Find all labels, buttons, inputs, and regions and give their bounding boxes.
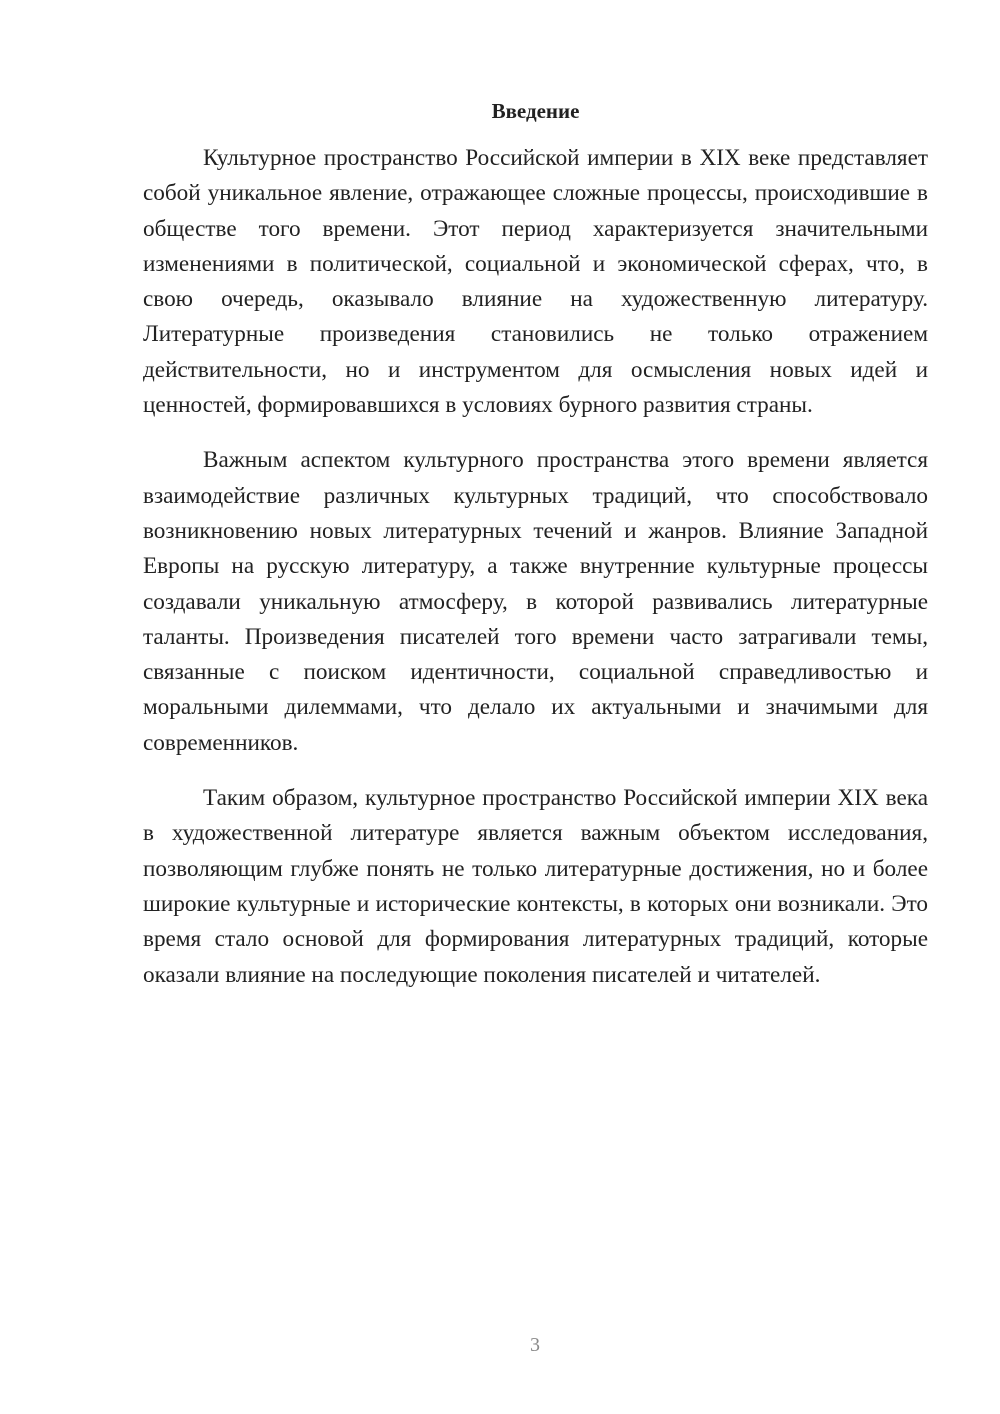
paragraph-2: Важным аспектом культурного пространства этого времени является взаимодействие различных культурных традиций, что способствовало возникновению новых литературных течений и жанров. Влияние Западной Европы на русскую литературу, а также внутренние культурные процессы создавали уникальную атмосферу, в которой развивались литературные таланты. Произведения писателей того времени часто затрагивали темы, связанные с поиском идентичности, социальной справедливостью и моральными дилеммами, что делало их актуальными и значимыми для современников. xyxy=(143,447,928,756)
page-number: 3 xyxy=(530,1334,540,1356)
body-text xyxy=(143,141,928,1013)
section-heading: Введение xyxy=(491,99,580,123)
paragraph-1: Культурное пространство Российской империи в XIX веке представляет собой уникальное явление, отражающее сложные процессы, происходившие в обществе того времени. Этот период характеризуется значительными изменениями в политической, социальной и экономической сферах, что, в свою очередь, оказывало влияние на художественную литературу. Литературные произведения становились не только отражением действительности, но и инструментом для осмысления новых идей и ценностей, формировавшихся в условиях бурного развития страны. xyxy=(143,145,928,419)
paragraph-3: Таким образом, культурное пространство Российской империи XIX века в художественной литературе является важным объектом исследования, позволяющим глубже понять не только литературные достижения, но и более широкие культурные и исторические контексты, в которых они возникали. Это время стало основой для формирования литературных традиций, которые оказали влияние на последующие поколения писателей и читателей. xyxy=(143,785,928,988)
